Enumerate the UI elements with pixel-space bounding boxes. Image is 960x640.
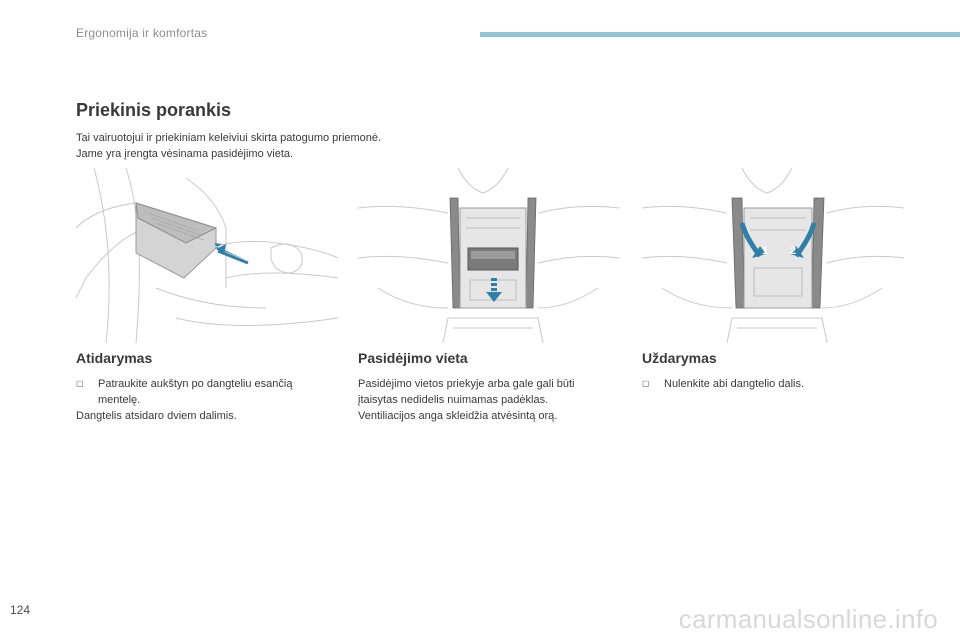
- storage-line: Ventiliacijos anga skleidžia atvėsintą orą.: [358, 410, 558, 422]
- intro-line: Tai vairuotojui ir priekiniam keleiviui skirta patogumo priemonė.: [76, 132, 382, 144]
- closing-heading: Uždarymas: [642, 350, 717, 366]
- section-title: Priekinis porankis: [76, 100, 232, 120]
- closing-bullet: [642, 376, 904, 392]
- intro-line: Jame yra įrengta vėsinama pasidėjimo vieta.: [76, 148, 294, 160]
- running-header: Ergonomija ir komfortas: [76, 26, 208, 40]
- closing-step-1-label: 1: [762, 245, 769, 257]
- figure-storage-compartment: [358, 168, 620, 343]
- storage-line: Pasidėjimo vietos priekyje arba gale gali būti: [358, 378, 575, 390]
- watermark: carmanualsonline.info: [678, 604, 938, 634]
- storage-heading: Pasidėjimo vieta: [358, 350, 468, 366]
- closing-step-2-label: 2: [790, 245, 797, 257]
- opening-bullet-text: [98, 376, 338, 408]
- page-number: 124: [10, 603, 31, 617]
- header-accent-bar: [480, 32, 960, 37]
- bullet-icon: ▢: [642, 379, 650, 388]
- storage-line: įtaisytas nedidelis nuimamas padėklas.: [358, 394, 549, 406]
- bullet-icon: ▢: [76, 379, 84, 388]
- closing-text: [642, 376, 904, 392]
- opening-note: Dangtelis atsidaro dviem dalimis.: [76, 410, 237, 422]
- section-intro: [76, 130, 496, 162]
- opening-heading: Atidarymas: [76, 350, 153, 366]
- storage-text: [358, 376, 620, 424]
- figure-opening-armrest: [76, 168, 338, 343]
- opening-text: [76, 376, 338, 424]
- figure-closing-lid: [642, 168, 904, 343]
- opening-bullet-line: Patraukite aukštyn po dangteliu esančią: [98, 378, 293, 390]
- closing-bullet-text: Nulenkite abi dangtelio dalis.: [664, 378, 805, 390]
- opening-bullet: [76, 376, 338, 408]
- opening-bullet-line: mentelę.: [98, 394, 141, 406]
